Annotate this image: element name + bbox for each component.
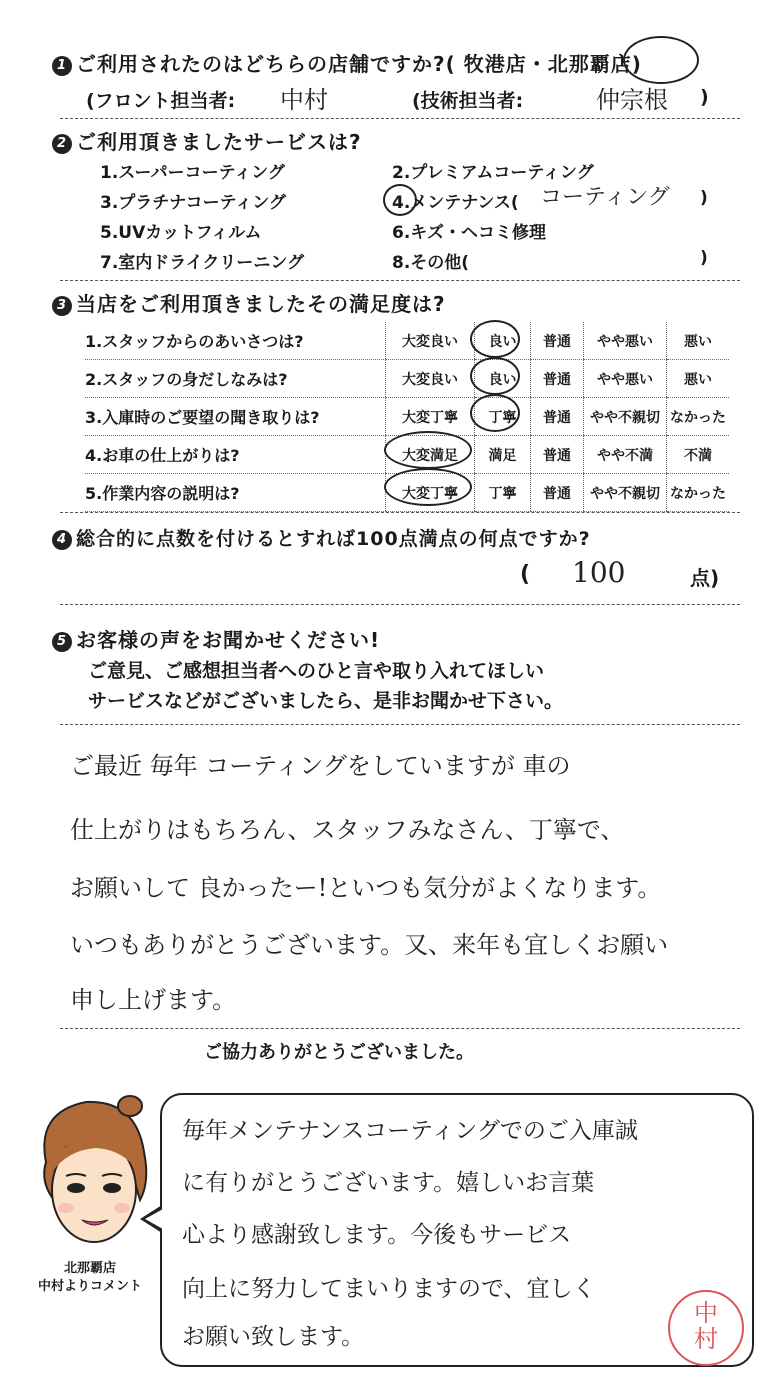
staff-store: 北那覇店 bbox=[63, 1261, 116, 1276]
thanks-message: ご協力ありがとうございました。 bbox=[204, 1042, 474, 1063]
question-number-icon: 2 bbox=[52, 134, 72, 154]
comment-line: ご最近 毎年 コーティングをしていますが 車の bbox=[70, 752, 571, 780]
answer-circle bbox=[470, 320, 520, 358]
name-seal-stamp bbox=[668, 1290, 744, 1366]
service-1: 1.スーパーコーティング bbox=[100, 163, 285, 183]
comment-line: 申し上げます。 bbox=[70, 986, 237, 1014]
reply-line: に有りがとうございます。嬉しいお言葉 bbox=[182, 1170, 595, 1196]
question-2 bbox=[52, 126, 362, 155]
comment-line: 仕上がりはもちろん、スタッフみなさん、丁寧で、 bbox=[70, 816, 625, 844]
service-4-note: コーティング bbox=[540, 185, 670, 210]
tech-staff-label: (技術担当者: bbox=[412, 90, 524, 112]
option-cell: やや不親切 bbox=[584, 398, 667, 436]
table-row bbox=[85, 360, 729, 398]
option-cell: 普通 bbox=[531, 436, 584, 474]
divider bbox=[60, 604, 740, 605]
answer-circle bbox=[470, 394, 520, 432]
option-cell-selected: 大変丁寧 bbox=[386, 474, 475, 512]
option-cell-selected: 丁寧 bbox=[475, 398, 531, 436]
divider bbox=[60, 118, 740, 119]
option-cell: やや不親切 bbox=[584, 474, 667, 512]
option-cell: やや悪い bbox=[584, 322, 667, 360]
question-number-icon: 5 bbox=[52, 632, 72, 652]
seal-bottom-char: 村 bbox=[694, 1325, 718, 1353]
score-open: ( bbox=[520, 562, 531, 587]
question-number-icon: 4 bbox=[52, 530, 72, 550]
row-question: 3.入庫時のご要望の聞き取りは? bbox=[85, 398, 386, 436]
option-cell: 大変丁寧 bbox=[386, 398, 475, 436]
question-1 bbox=[52, 48, 642, 77]
table-row bbox=[85, 322, 729, 360]
table-row bbox=[85, 398, 729, 436]
staff-label bbox=[20, 1260, 160, 1296]
score-unit: 点) bbox=[690, 566, 720, 590]
comment-line: お願いして 良かったー!といつも気分がよくなります。 bbox=[70, 874, 662, 902]
option-cell-selected: 大変満足 bbox=[386, 436, 475, 474]
front-staff-label: (フロント担当者: bbox=[86, 90, 236, 112]
reply-line: 向上に努力してまいりますので、宜しく bbox=[182, 1276, 596, 1302]
service-7: 7.室内ドライクリーニング bbox=[100, 253, 305, 273]
divider bbox=[60, 280, 740, 281]
reply-line: 毎年メンテナンスコーティングでのご入庫誠 bbox=[182, 1118, 638, 1144]
option-cell: 悪い bbox=[667, 322, 730, 360]
question-4 bbox=[52, 524, 591, 551]
option-cell: やや悪い bbox=[584, 360, 667, 398]
divider bbox=[60, 512, 740, 513]
staff-avatar bbox=[26, 1092, 158, 1252]
reply-line: お願い致します。 bbox=[182, 1324, 365, 1350]
selected-store-circle bbox=[623, 36, 699, 84]
seal-top-char: 中 bbox=[694, 1299, 718, 1327]
reply-line: 心より感謝致します。今後もサービス bbox=[182, 1222, 572, 1248]
bubble-tail-fill bbox=[145, 1209, 163, 1229]
question-4-text: 総合的に点数を付けるとすれば100点満点の何点ですか? bbox=[76, 528, 591, 550]
question-5-text: お客様の声をお聞かせください! bbox=[76, 628, 381, 652]
option-cell: 丁寧 bbox=[475, 474, 531, 512]
question-3-text: 当店をご利用頂きましたその満足度は? bbox=[76, 292, 446, 316]
question-2-text: ご利用頂きましたサービスは? bbox=[76, 130, 362, 154]
service-2: 2.プレミアムコーティング bbox=[392, 163, 594, 183]
service-3: 3.プラチナコーティング bbox=[100, 193, 286, 213]
option-cell: 悪い bbox=[667, 360, 730, 398]
option-cell: なかった bbox=[667, 474, 730, 512]
score-value: 100 bbox=[572, 556, 626, 589]
row-question: 5.作業内容の説明は? bbox=[85, 474, 386, 512]
tech-close-paren: ) bbox=[700, 86, 709, 108]
service-8: 8.その他( bbox=[392, 253, 470, 273]
question-number-icon: 1 bbox=[52, 56, 72, 76]
comment-line: いつもありがとうございます。又、来年も宜しくお願い bbox=[70, 931, 669, 959]
question-5 bbox=[52, 624, 380, 653]
question-5-sub1: ご意見、ご感想担当者へのひと言や取り入れてほしい bbox=[88, 660, 545, 682]
question-3 bbox=[52, 288, 446, 317]
option-cell-selected: 良い bbox=[475, 322, 531, 360]
option-cell-selected: 良い bbox=[475, 360, 531, 398]
tech-staff-name: 仲宗根 bbox=[596, 86, 668, 114]
service-4: 4.メンテナンス( bbox=[392, 193, 519, 213]
question-5-sub2: サービスなどがございましたら、是非お聞かせ下さい。 bbox=[88, 690, 564, 712]
service-5: 5.UVカットフィルム bbox=[100, 223, 262, 243]
option-cell: 普通 bbox=[531, 474, 584, 512]
option-cell: なかった bbox=[667, 398, 730, 436]
front-staff-name: 中村 bbox=[280, 86, 328, 114]
row-question: 4.お車の仕上がりは? bbox=[85, 436, 386, 474]
answer-circle bbox=[384, 431, 472, 469]
option-cell: 大変良い bbox=[386, 360, 475, 398]
selected-service-circle bbox=[383, 184, 417, 216]
service-8-close: ) bbox=[700, 248, 708, 268]
question-number-icon: 3 bbox=[52, 296, 72, 316]
question-1-text: ご利用されたのはどちらの店舗ですか?( 牧港店・北那覇店) bbox=[76, 52, 642, 76]
divider bbox=[60, 724, 740, 725]
service-6: 6.キズ・ヘコミ修理 bbox=[392, 223, 546, 243]
answer-circle bbox=[470, 357, 520, 395]
option-cell: 普通 bbox=[531, 360, 584, 398]
option-cell: 普通 bbox=[531, 322, 584, 360]
row-question: 2.スタッフの身だしなみは? bbox=[85, 360, 386, 398]
option-cell: 大変良い bbox=[386, 322, 475, 360]
option-cell: 不満 bbox=[667, 436, 730, 474]
option-cell: 満足 bbox=[475, 436, 531, 474]
answer-circle bbox=[384, 468, 472, 506]
staff-comment-label: 中村よりコメント bbox=[37, 1279, 142, 1294]
option-cell: 普通 bbox=[531, 398, 584, 436]
row-question: 1.スタッフからのあいさつは? bbox=[85, 322, 386, 360]
service-4-close: ) bbox=[700, 188, 708, 208]
option-cell: やや不満 bbox=[584, 436, 667, 474]
divider bbox=[60, 1028, 740, 1029]
